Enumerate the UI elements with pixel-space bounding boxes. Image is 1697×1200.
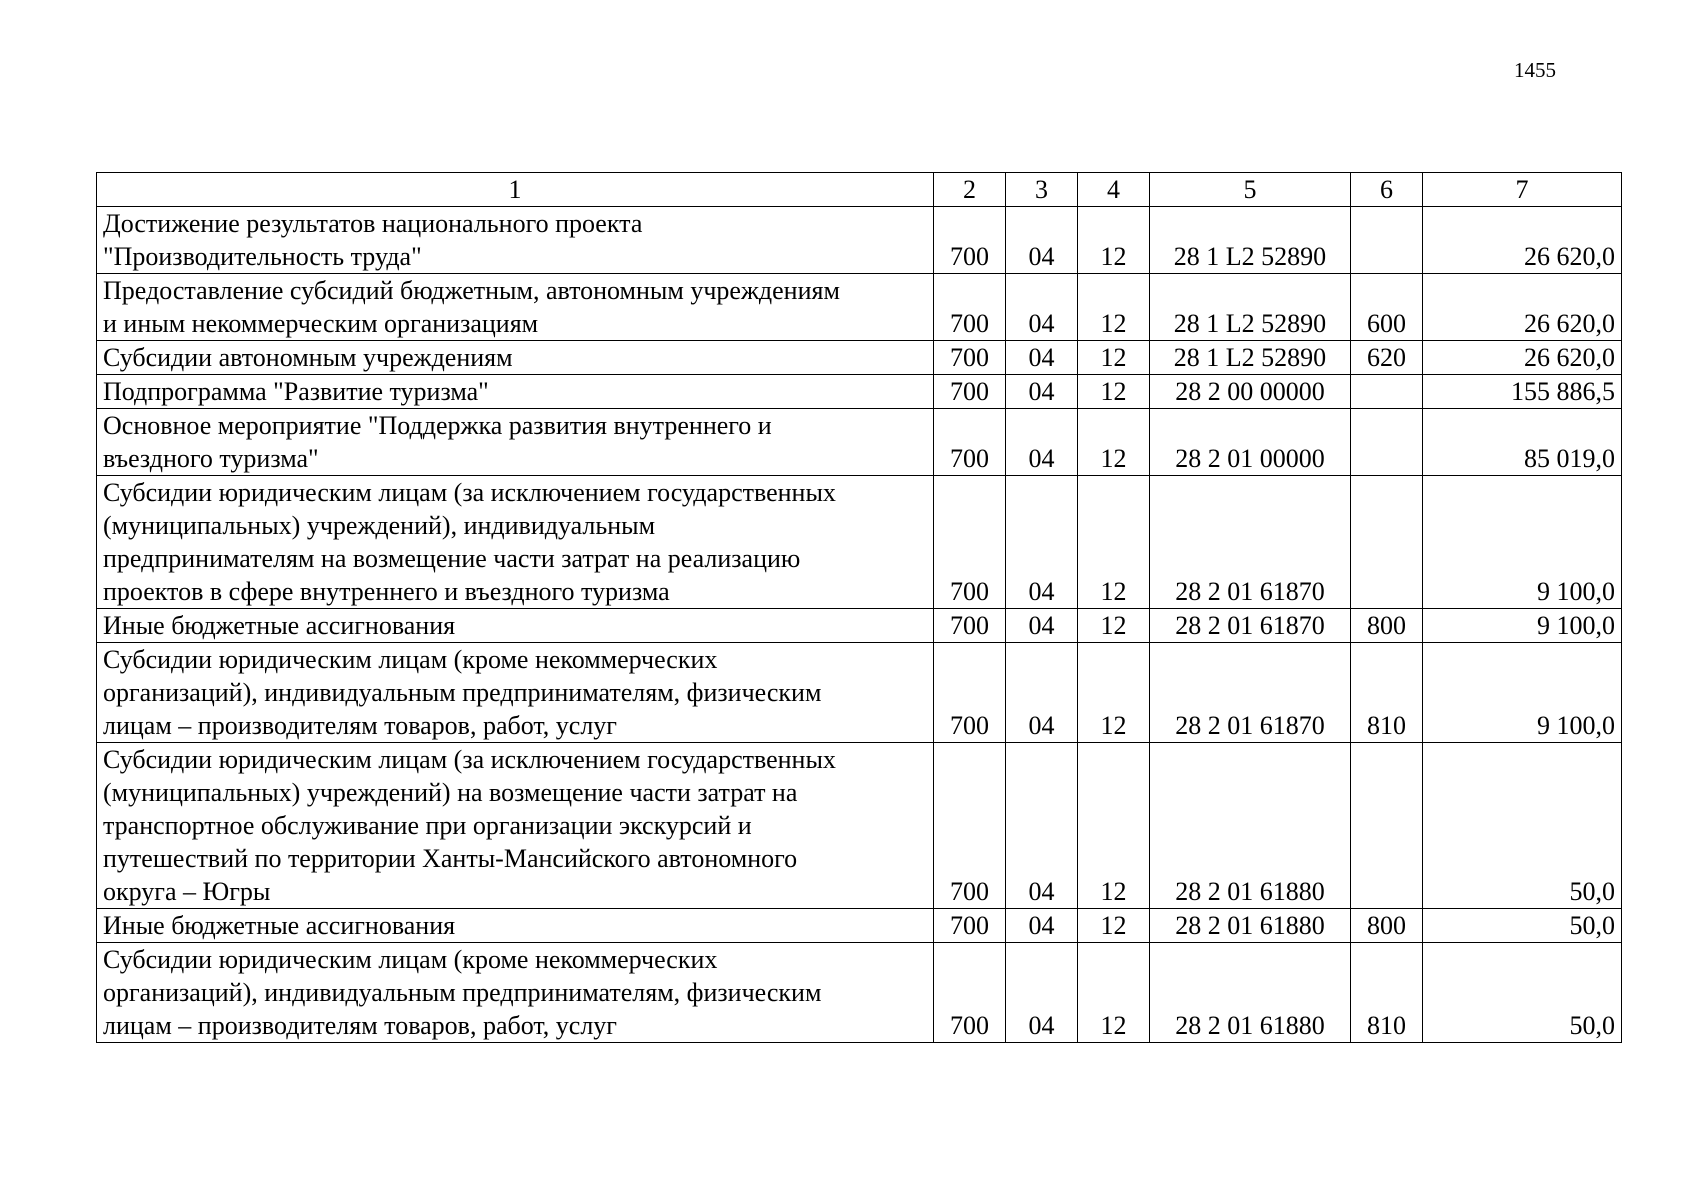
- description-line: путешествий по территории Ханты-Мансийского автономного: [103, 844, 798, 873]
- cell-col-5: 28 2 01 61870: [1150, 476, 1351, 609]
- cell-col-5: 28 1 L2 52890: [1150, 341, 1351, 375]
- cell-col-6: [1351, 743, 1423, 909]
- cell-col-5: 28 2 01 61870: [1150, 609, 1351, 643]
- cell-col-4: 12: [1078, 409, 1150, 476]
- cell-col-6: 810: [1351, 943, 1423, 1043]
- description-line: транспортное обслуживание при организации экскурсий и: [103, 811, 752, 840]
- description-line: лицам – производителям товаров, работ, услуг: [103, 711, 617, 740]
- cell-col-6: [1351, 375, 1423, 409]
- description-line: въездного туризма": [103, 444, 319, 473]
- cell-col-7: 26 620,0: [1423, 274, 1622, 341]
- cell-col-4: 12: [1078, 207, 1150, 274]
- header-col-6: 6: [1351, 173, 1423, 207]
- cell-col-4: 12: [1078, 909, 1150, 943]
- cell-col-3: 04: [1006, 909, 1078, 943]
- row-description: [97, 476, 934, 609]
- description-line: округа – Югры: [103, 877, 271, 906]
- description-line: Подпрограмма "Развитие туризма": [103, 377, 489, 406]
- cell-col-6: 810: [1351, 643, 1423, 743]
- cell-col-4: 12: [1078, 341, 1150, 375]
- description-line: Субсидии юридическим лицам (за исключением государственных: [103, 478, 836, 507]
- cell-col-3: 04: [1006, 341, 1078, 375]
- cell-col-7: 26 620,0: [1423, 341, 1622, 375]
- cell-col-5: 28 1 L2 52890: [1150, 207, 1351, 274]
- description-line: Основное мероприятие "Поддержка развития внутреннего и: [103, 411, 772, 440]
- description-line: Иные бюджетные ассигнования: [103, 911, 456, 940]
- cell-col-4: 12: [1078, 274, 1150, 341]
- cell-col-2: 700: [934, 409, 1006, 476]
- cell-col-7: 50,0: [1423, 743, 1622, 909]
- row-description: [97, 743, 934, 909]
- table-row: [97, 909, 1622, 943]
- cell-col-5: 28 2 01 61870: [1150, 643, 1351, 743]
- description-line: и иным некоммерческим организациям: [103, 309, 539, 338]
- cell-col-5: 28 2 01 61880: [1150, 943, 1351, 1043]
- table-row: [97, 341, 1622, 375]
- table-header: [97, 173, 1622, 207]
- description-line: Субсидии юридическим лицам (за исключением государственных: [103, 745, 836, 774]
- table-row: [97, 409, 1622, 476]
- cell-col-7: 9 100,0: [1423, 476, 1622, 609]
- cell-col-7: 9 100,0: [1423, 643, 1622, 743]
- cell-col-4: 12: [1078, 643, 1150, 743]
- row-description: [97, 375, 934, 409]
- cell-col-2: 700: [934, 341, 1006, 375]
- header-col-4: 4: [1078, 173, 1150, 207]
- cell-col-4: 12: [1078, 609, 1150, 643]
- cell-col-6: 800: [1351, 909, 1423, 943]
- cell-col-2: 700: [934, 207, 1006, 274]
- cell-col-7: 155 886,5: [1423, 375, 1622, 409]
- table-row: [97, 609, 1622, 643]
- cell-col-2: 700: [934, 609, 1006, 643]
- description-line: предпринимателям на возмещение части затрат на реализацию: [103, 544, 801, 573]
- table-row: [97, 943, 1622, 1043]
- table-row: [97, 643, 1622, 743]
- cell-col-2: 700: [934, 274, 1006, 341]
- description-line: организаций), индивидуальным предпринимателям, физическим: [103, 678, 822, 707]
- cell-col-3: 04: [1006, 643, 1078, 743]
- row-description: [97, 609, 934, 643]
- header-col-1: 1: [97, 173, 934, 207]
- row-description: [97, 274, 934, 341]
- cell-col-7: 50,0: [1423, 909, 1622, 943]
- description-line: Субсидии юридическим лицам (кроме некоммерческих: [103, 645, 718, 674]
- cell-col-4: 12: [1078, 476, 1150, 609]
- cell-col-5: 28 1 L2 52890: [1150, 274, 1351, 341]
- cell-col-3: 04: [1006, 609, 1078, 643]
- table-row: [97, 274, 1622, 341]
- cell-col-5: 28 2 01 61880: [1150, 743, 1351, 909]
- cell-col-6: [1351, 207, 1423, 274]
- budget-table: [96, 172, 1622, 1043]
- description-line: Субсидии автономным учреждениям: [103, 343, 513, 372]
- cell-col-3: 04: [1006, 409, 1078, 476]
- row-description: [97, 409, 934, 476]
- header-col-3: 3: [1006, 173, 1078, 207]
- description-line: Субсидии юридическим лицам (кроме некоммерческих: [103, 945, 718, 974]
- row-description: [97, 643, 934, 743]
- description-line: Предоставление субсидий бюджетным, автономным учреждениям: [103, 276, 840, 305]
- cell-col-6: 620: [1351, 341, 1423, 375]
- cell-col-7: 50,0: [1423, 943, 1622, 1043]
- table-row: [97, 743, 1622, 909]
- description-line: лицам – производителям товаров, работ, услуг: [103, 1011, 617, 1040]
- table-row: [97, 207, 1622, 274]
- cell-col-3: 04: [1006, 274, 1078, 341]
- table-row: [97, 476, 1622, 609]
- row-description: [97, 909, 934, 943]
- row-description: [97, 943, 934, 1043]
- description-line: организаций), индивидуальным предпринимателям, физическим: [103, 978, 822, 1007]
- page-number: 1455: [1514, 58, 1556, 82]
- cell-col-5: 28 2 01 00000: [1150, 409, 1351, 476]
- header-row: [97, 173, 1622, 207]
- cell-col-4: 12: [1078, 743, 1150, 909]
- cell-col-6: 600: [1351, 274, 1423, 341]
- description-line: (муниципальных) учреждений), индивидуальным: [103, 511, 656, 540]
- cell-col-7: 85 019,0: [1423, 409, 1622, 476]
- header-col-7: 7: [1423, 173, 1622, 207]
- table-row: [97, 375, 1622, 409]
- row-description: [97, 341, 934, 375]
- cell-col-6: 800: [1351, 609, 1423, 643]
- cell-col-3: 04: [1006, 207, 1078, 274]
- row-description: [97, 207, 934, 274]
- cell-col-5: 28 2 01 61880: [1150, 909, 1351, 943]
- cell-col-2: 700: [934, 943, 1006, 1043]
- cell-col-3: 04: [1006, 743, 1078, 909]
- table-body: [97, 207, 1622, 1043]
- cell-col-2: 700: [934, 643, 1006, 743]
- cell-col-4: 12: [1078, 375, 1150, 409]
- cell-col-5: 28 2 00 00000: [1150, 375, 1351, 409]
- cell-col-3: 04: [1006, 375, 1078, 409]
- description-line: проектов в сфере внутреннего и въездного туризма: [103, 577, 670, 606]
- cell-col-6: [1351, 476, 1423, 609]
- description-line: Достижение результатов национального проекта: [103, 209, 643, 238]
- cell-col-6: [1351, 409, 1423, 476]
- description-line: "Производительность труда": [103, 242, 422, 271]
- cell-col-3: 04: [1006, 476, 1078, 609]
- cell-col-3: 04: [1006, 943, 1078, 1043]
- description-line: (муниципальных) учреждений) на возмещение части затрат на: [103, 778, 798, 807]
- cell-col-4: 12: [1078, 943, 1150, 1043]
- description-line: Иные бюджетные ассигнования: [103, 611, 456, 640]
- header-col-2: 2: [934, 173, 1006, 207]
- cell-col-7: 9 100,0: [1423, 609, 1622, 643]
- cell-col-2: 700: [934, 375, 1006, 409]
- header-col-5: 5: [1150, 173, 1351, 207]
- cell-col-2: 700: [934, 743, 1006, 909]
- cell-col-7: 26 620,0: [1423, 207, 1622, 274]
- cell-col-2: 700: [934, 909, 1006, 943]
- cell-col-2: 700: [934, 476, 1006, 609]
